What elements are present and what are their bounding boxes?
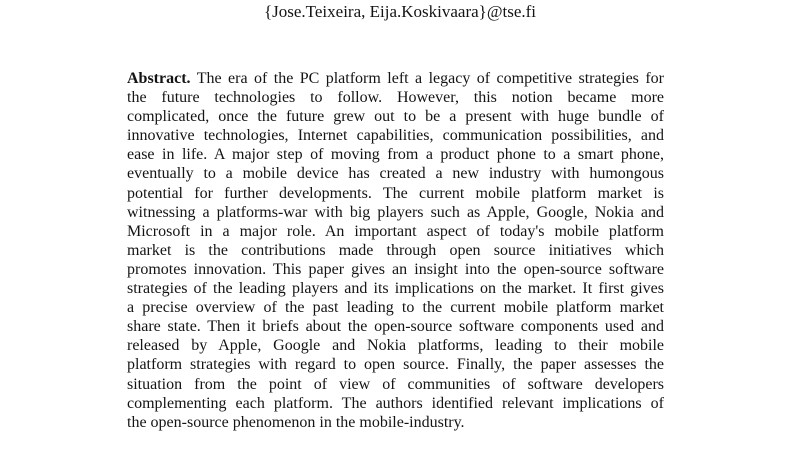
abstract-line: Microsoft in a major role. An important aspect of today's mobile platform bbox=[127, 222, 664, 240]
abstract-line: complicated, once the future grew out to be a present with huge bundle of bbox=[127, 108, 664, 126]
abstract-line: share state. Then it briefs about the open-source software components used and bbox=[127, 318, 664, 336]
abstract-line bbox=[127, 69, 664, 88]
abstract-line: the open-source phenomenon in the mobile-industry. bbox=[127, 413, 465, 431]
abstract-block bbox=[127, 69, 664, 432]
abstract-line: situation from the point of view of communities of software developers bbox=[127, 375, 664, 393]
abstract-line: innovative technologies, Internet capabilities, communication possibilities, and bbox=[127, 127, 664, 145]
abstract-line: witnessing a platforms-war with big players such as Apple, Google, Nokia and bbox=[127, 203, 664, 221]
abstract-line-text: The era of the PC platform left a legacy of competitive strategies for bbox=[190, 70, 664, 87]
abstract-line: the future technologies to follow. However, this notion became more bbox=[127, 89, 664, 107]
abstract-line: eventually to a mobile device has created a new industry with humongous bbox=[127, 165, 664, 183]
abstract-line: ease in life. A major step of moving from a product phone to a smart phone, bbox=[127, 146, 664, 164]
abstract-line: strategies of the leading players and its implications on the market. It first gives bbox=[127, 280, 664, 298]
author-email-line: {Jose.Teixeira, Eija.Koskivaara}@tse.fi bbox=[264, 2, 536, 21]
abstract-label: Abstract. bbox=[127, 70, 191, 87]
abstract-line: platform strategies with regard to open source. Finally, the paper assesses the bbox=[127, 356, 664, 374]
abstract-line: promotes innovation. This paper gives an insight into the open-source software bbox=[127, 260, 664, 278]
abstract-line: released by Apple, Google and Nokia platforms, leading to their mobile bbox=[127, 337, 664, 355]
abstract-line: complementing each platform. The authors identified relevant implications of bbox=[127, 394, 664, 412]
abstract-line: a precise overview of the past leading to the current mobile platform market bbox=[127, 299, 664, 317]
abstract-line: potential for further developments. The current mobile platform market is bbox=[127, 184, 664, 202]
abstract-line: market is the contributions made through open source initiatives which bbox=[127, 241, 664, 259]
